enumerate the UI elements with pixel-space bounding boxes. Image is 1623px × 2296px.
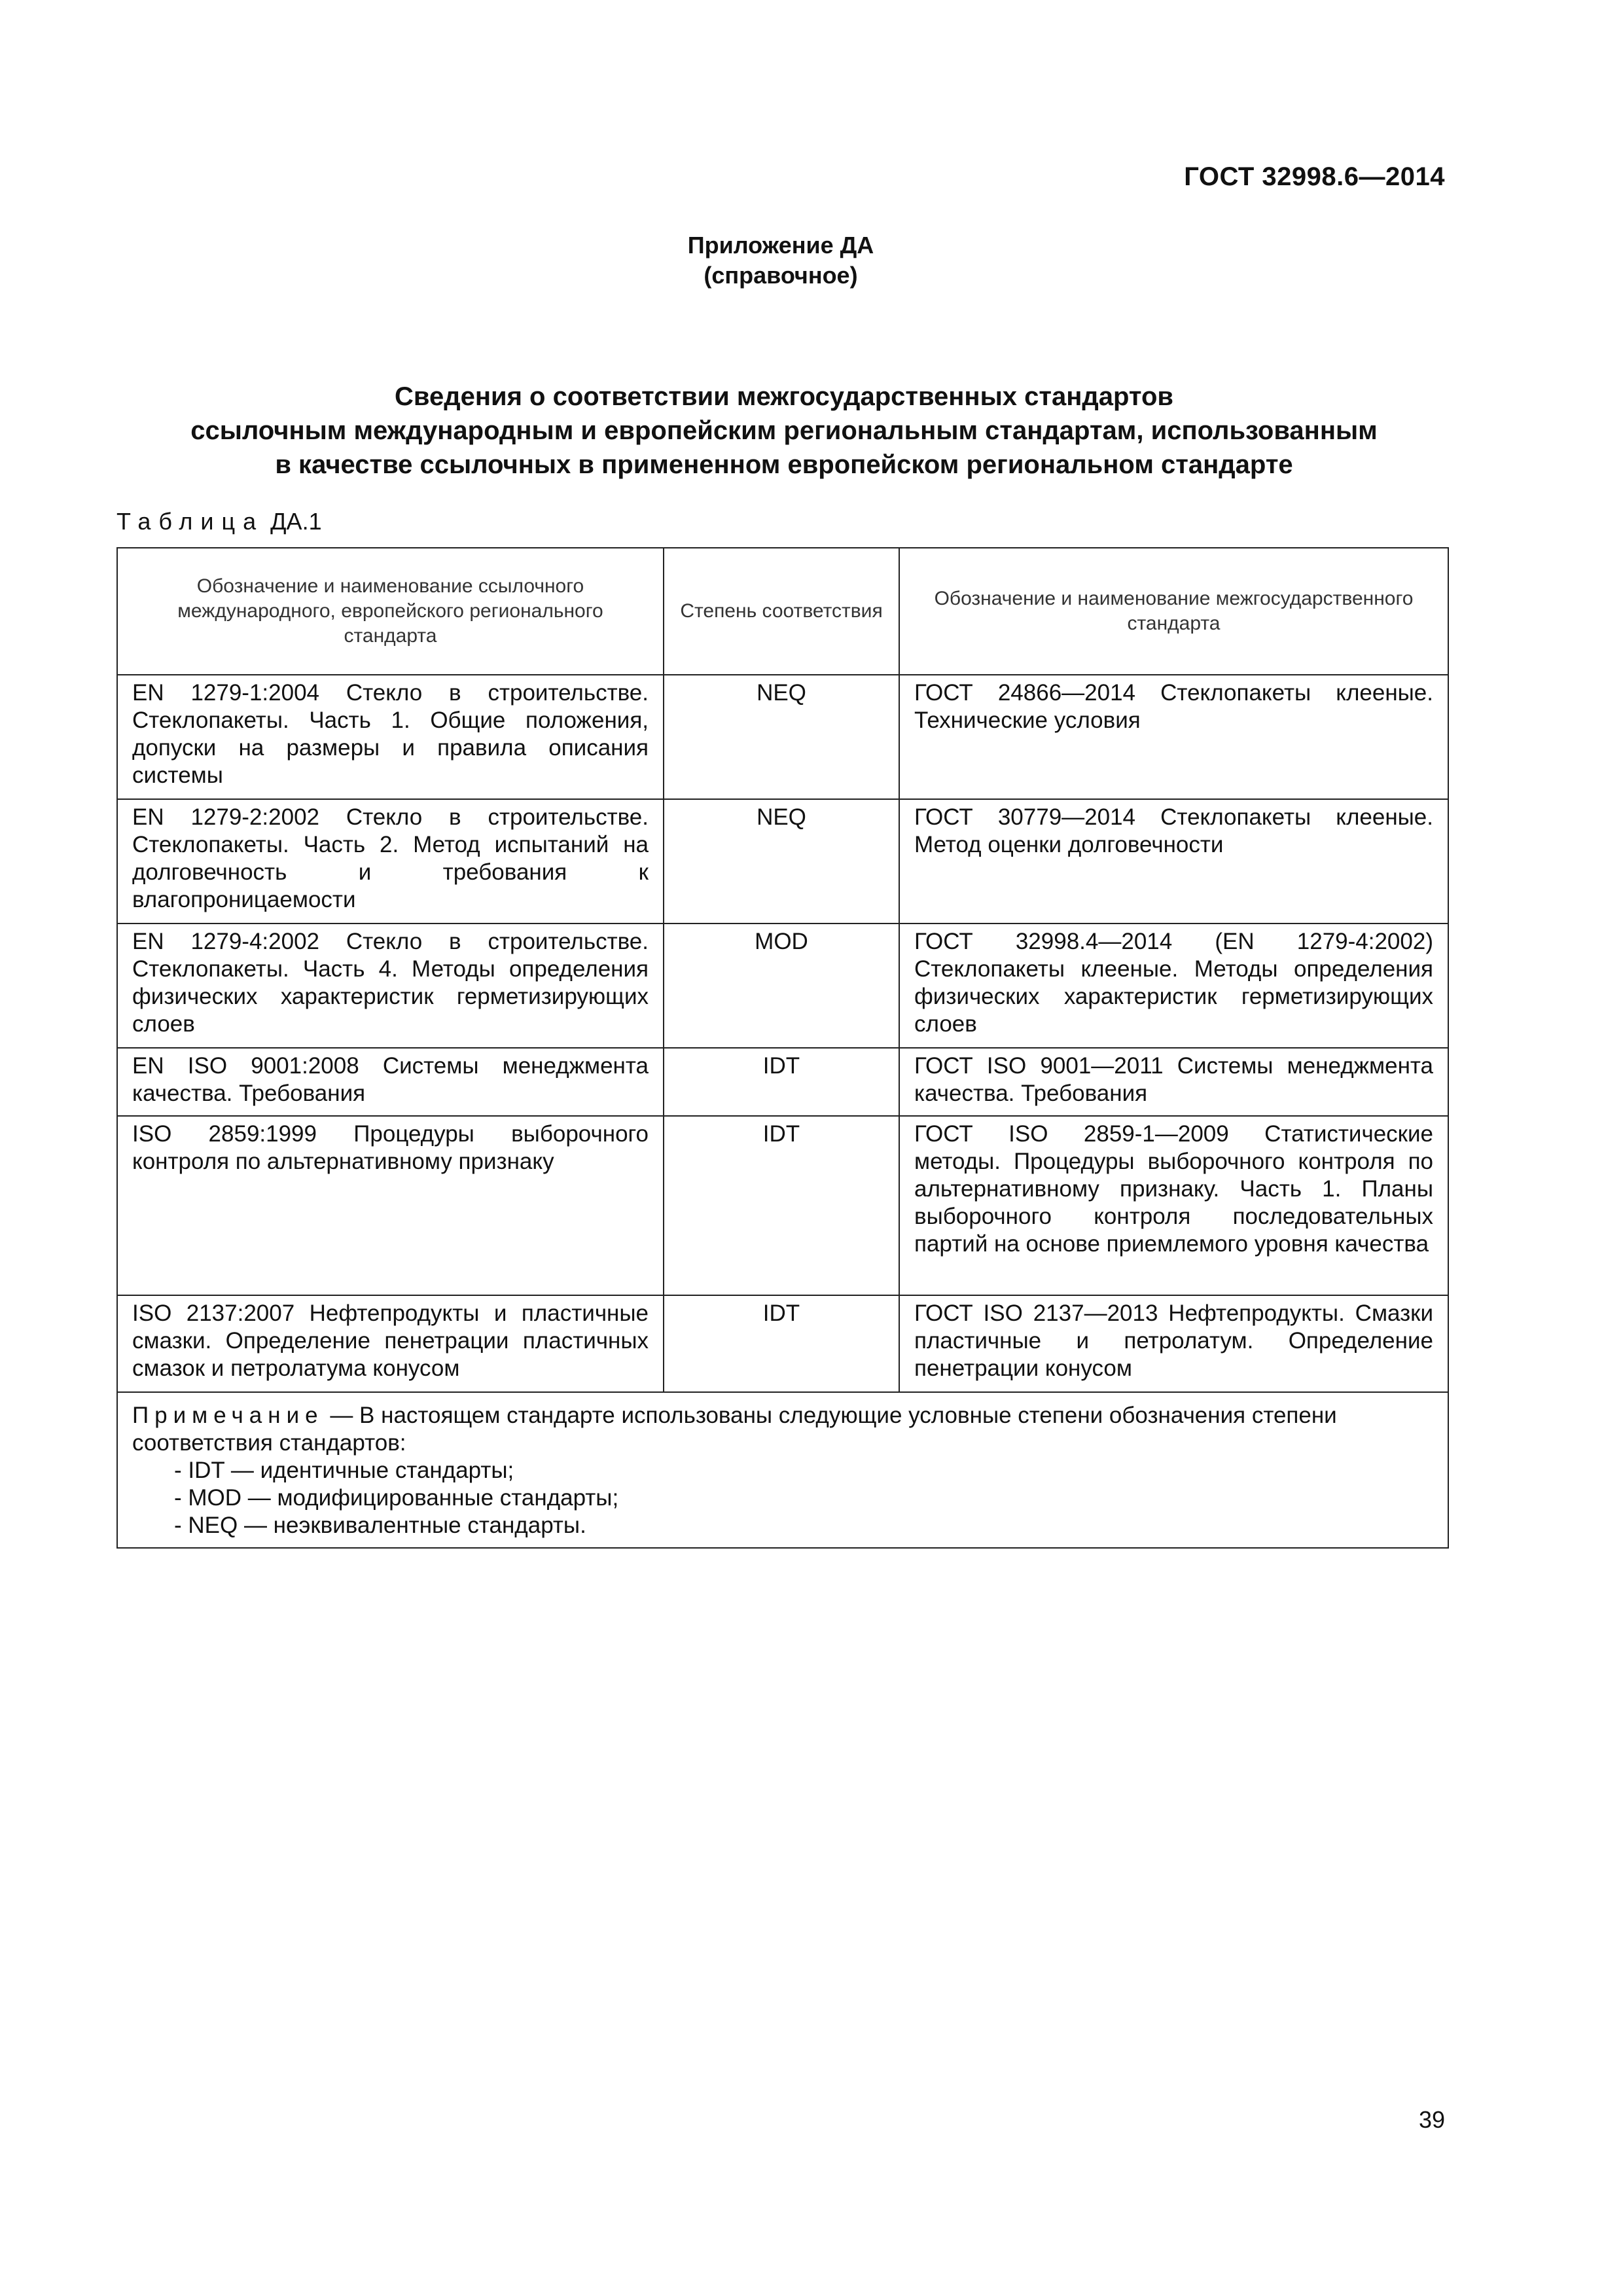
column-header-interstate: Обозначение и наименование межгосударственного стандарта bbox=[899, 548, 1448, 675]
title-line-3: в качестве ссылочных в примененном европейском региональном стандарте bbox=[275, 450, 1293, 479]
reference-standard-cell: EN 1279-1:2004 Стекло в строительстве. Стеклопакеты. Часть 1. Общие положения, допуски на размеры и правила описания системы bbox=[117, 675, 664, 799]
interstate-standard-cell: ГОСТ 30779—2014 Стеклопакеты клееные. Метод оценки долговечности bbox=[899, 799, 1448, 924]
standard-designation: ГОСТ 32998.6—2014 bbox=[1184, 162, 1445, 191]
note-item-mod: - MOD — модифицированные стандарты; bbox=[174, 1485, 619, 1511]
correspondence-table bbox=[116, 547, 1449, 1549]
table-row bbox=[117, 675, 1448, 799]
reference-standard-cell: ISO 2859:1999 Процедуры выборочного контроля по альтернативному признаку bbox=[117, 1116, 664, 1295]
reference-standard-cell: EN 1279-4:2002 Стекло в строительстве. Стеклопакеты. Часть 4. Методы определения физических характеристик герметизирующих слоев bbox=[117, 924, 664, 1048]
title-line-1: Сведения о соответствии межгосударственных стандартов bbox=[395, 382, 1173, 411]
degree-cell: IDT bbox=[664, 1116, 899, 1295]
table-row bbox=[117, 799, 1448, 924]
reference-standard-cell: EN ISO 9001:2008 Системы менеджмента качества. Требования bbox=[117, 1048, 664, 1116]
table-row bbox=[117, 1295, 1448, 1392]
interstate-standard-cell: ГОСТ ISO 9001—2011 Системы менеджмента качества. Требования bbox=[899, 1048, 1448, 1116]
appendix-subtitle: (справочное) bbox=[704, 262, 858, 289]
degree-cell: IDT bbox=[664, 1048, 899, 1116]
table-caption-word: Таблица bbox=[116, 508, 264, 535]
reference-standard-cell: EN 1279-2:2002 Стекло в строительстве. Стеклопакеты. Часть 2. Метод испытаний на долговечность и требования к влагопроницаемости bbox=[117, 799, 664, 924]
table-note-row bbox=[117, 1392, 1448, 1548]
page-number: 39 bbox=[1418, 2106, 1445, 2133]
appendix-heading bbox=[0, 230, 1561, 291]
note-text: — В настоящем стандарте использованы следующие условные степени обозначения степени соответствия стандартов: bbox=[132, 1403, 1337, 1456]
interstate-standard-cell: ГОСТ ISO 2859-1—2009 Статистические методы. Процедуры выборочного контроля по альтернативному признаку. Часть 1. Планы выборочного контроля последовательных партий на основе приемлемого уровня качества bbox=[899, 1116, 1448, 1295]
column-header-degree: Степень соответствия bbox=[664, 548, 899, 675]
degree-cell: NEQ bbox=[664, 675, 899, 799]
table-caption-number: ДА.1 bbox=[270, 508, 322, 535]
table-header-row bbox=[117, 548, 1448, 675]
document-title bbox=[118, 380, 1450, 482]
note-label: Примечание bbox=[132, 1403, 324, 1428]
degree-cell: IDT bbox=[664, 1295, 899, 1392]
column-header-reference: Обозначение и наименование ссылочного международного, европейского регионального стандарта bbox=[117, 548, 664, 675]
degree-cell: NEQ bbox=[664, 799, 899, 924]
interstate-standard-cell: ГОСТ 24866—2014 Стеклопакеты клееные. Технические условия bbox=[899, 675, 1448, 799]
reference-standard-cell: ISO 2137:2007 Нефтепродукты и пластичные смазки. Определение пенетрации пластичных смазок и петролатума конусом bbox=[117, 1295, 664, 1392]
table-caption bbox=[116, 508, 322, 535]
interstate-standard-cell: ГОСТ 32998.4—2014 (EN 1279-4:2002) Стеклопакеты клееные. Методы определения физических характеристик герметизирующих слоев bbox=[899, 924, 1448, 1048]
table-row bbox=[117, 1048, 1448, 1116]
appendix-title: Приложение ДА bbox=[687, 232, 874, 259]
table-row bbox=[117, 924, 1448, 1048]
note-item-idt: - IDT — идентичные стандарты; bbox=[174, 1458, 514, 1483]
interstate-standard-cell: ГОСТ ISO 2137—2013 Нефтепродукты. Смазки пластичные и петролатум. Определение пенетрации конусом bbox=[899, 1295, 1448, 1392]
table-note bbox=[117, 1392, 1448, 1548]
note-item-neq: - NEQ — неэквивалентные стандарты. bbox=[174, 1513, 586, 1538]
table-row bbox=[117, 1116, 1448, 1295]
degree-cell: MOD bbox=[664, 924, 899, 1048]
title-line-2: ссылочным международным и европейским региональным стандартам, использованным bbox=[190, 416, 1378, 445]
